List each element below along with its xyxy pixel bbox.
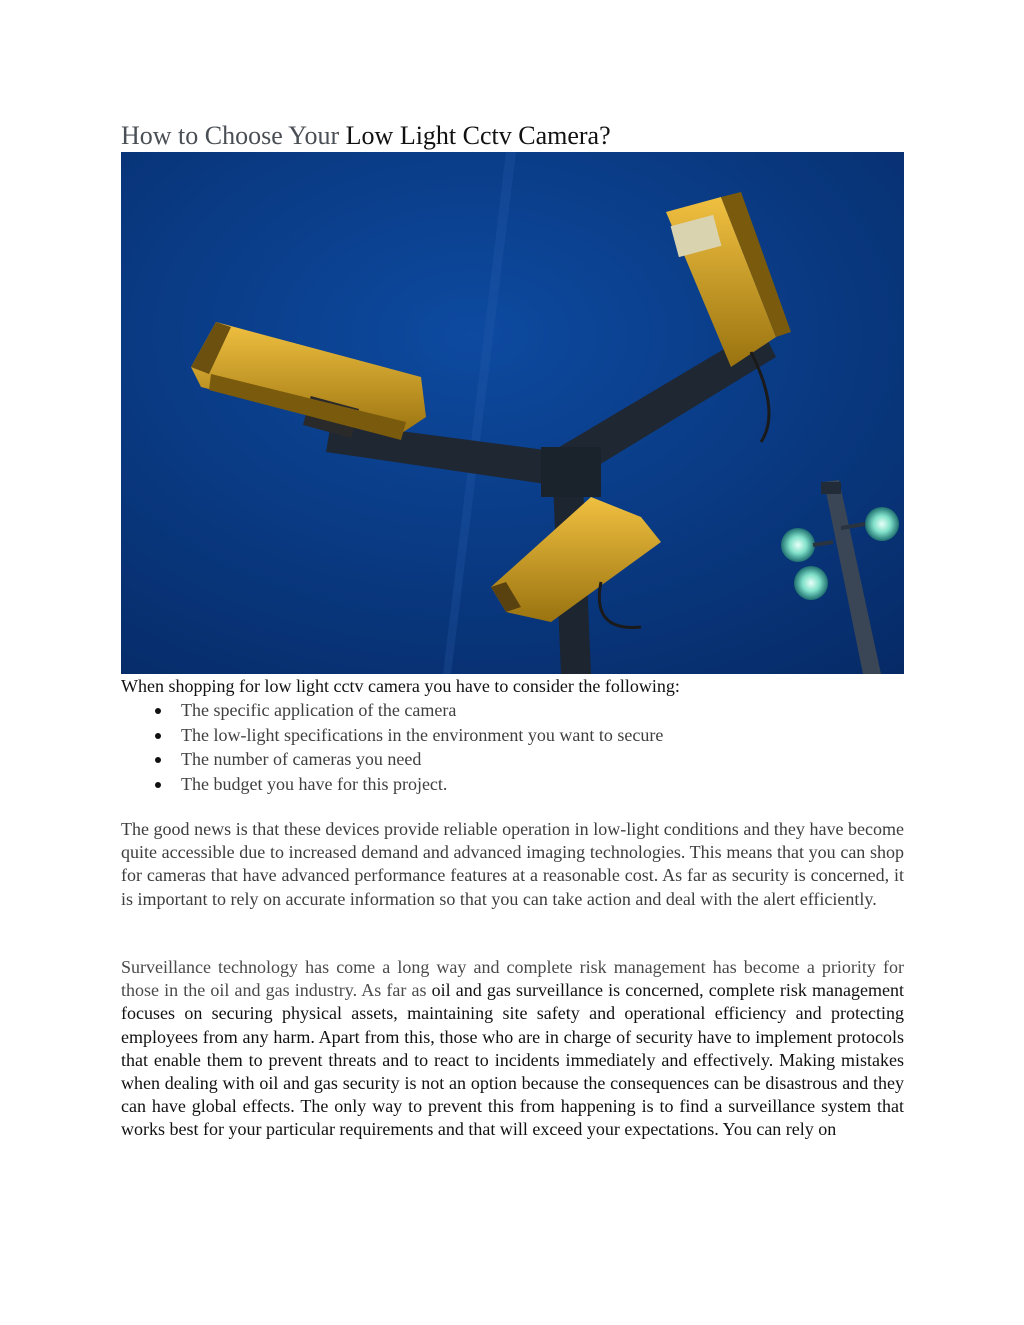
bullet-icon — [155, 757, 161, 763]
list-item: The low-light specifications in the environment you want to secure — [121, 723, 663, 748]
title-part-2: Low Light Cctv Camera? — [345, 121, 611, 150]
bullet-icon — [155, 733, 161, 739]
bullet-icon — [155, 708, 161, 714]
considerations-list — [121, 698, 663, 796]
list-item: The budget you have for this project. — [121, 772, 663, 797]
paragraph-2-lead: Surveillance technology has come a long way and complete risk management has become a priority for those in the oil and gas industry. As far as — [121, 957, 904, 1001]
cctv-cameras-photo — [121, 152, 904, 674]
paragraph-2-rest: oil and gas surveillance is concerned, complete risk management focuses on securing physical assets, maintaining site safety and operational efficiency and protecting employees from any harm. Apart from this, those who are in charge of security have to implement protocols that enable them to prevent threats and to react to incidents immediately and effectively. Making mistakes when dealing with oil and gas security is not an option because the consequences can be disastrous and they can have global effects. The only way to prevent this from happening is to find a surveillance system that works best for your particular requirements and that will exceed your expectations. You can rely on — [121, 980, 904, 1140]
page-title — [121, 120, 611, 152]
paragraph-1: The good news is that these devices provide reliable operation in low-light conditions and they have become quite accessible due to increased demand and advanced imaging technologies. This means that you can shop for cameras that have advanced performance features at a reasonable cost. As far as security is concerned, it is important to rely on accurate information so that you can take action and deal with the alert efficiently. — [121, 819, 904, 909]
title-part-1: How to Choose Your — [121, 121, 346, 150]
intro-text: When shopping for low light cctv camera you have to consider the following: — [121, 676, 680, 696]
paragraph-2 — [121, 956, 904, 1142]
bullet-icon — [155, 782, 161, 788]
list-item: The specific application of the camera — [121, 698, 663, 723]
list-item: The number of cameras you need — [121, 747, 663, 772]
